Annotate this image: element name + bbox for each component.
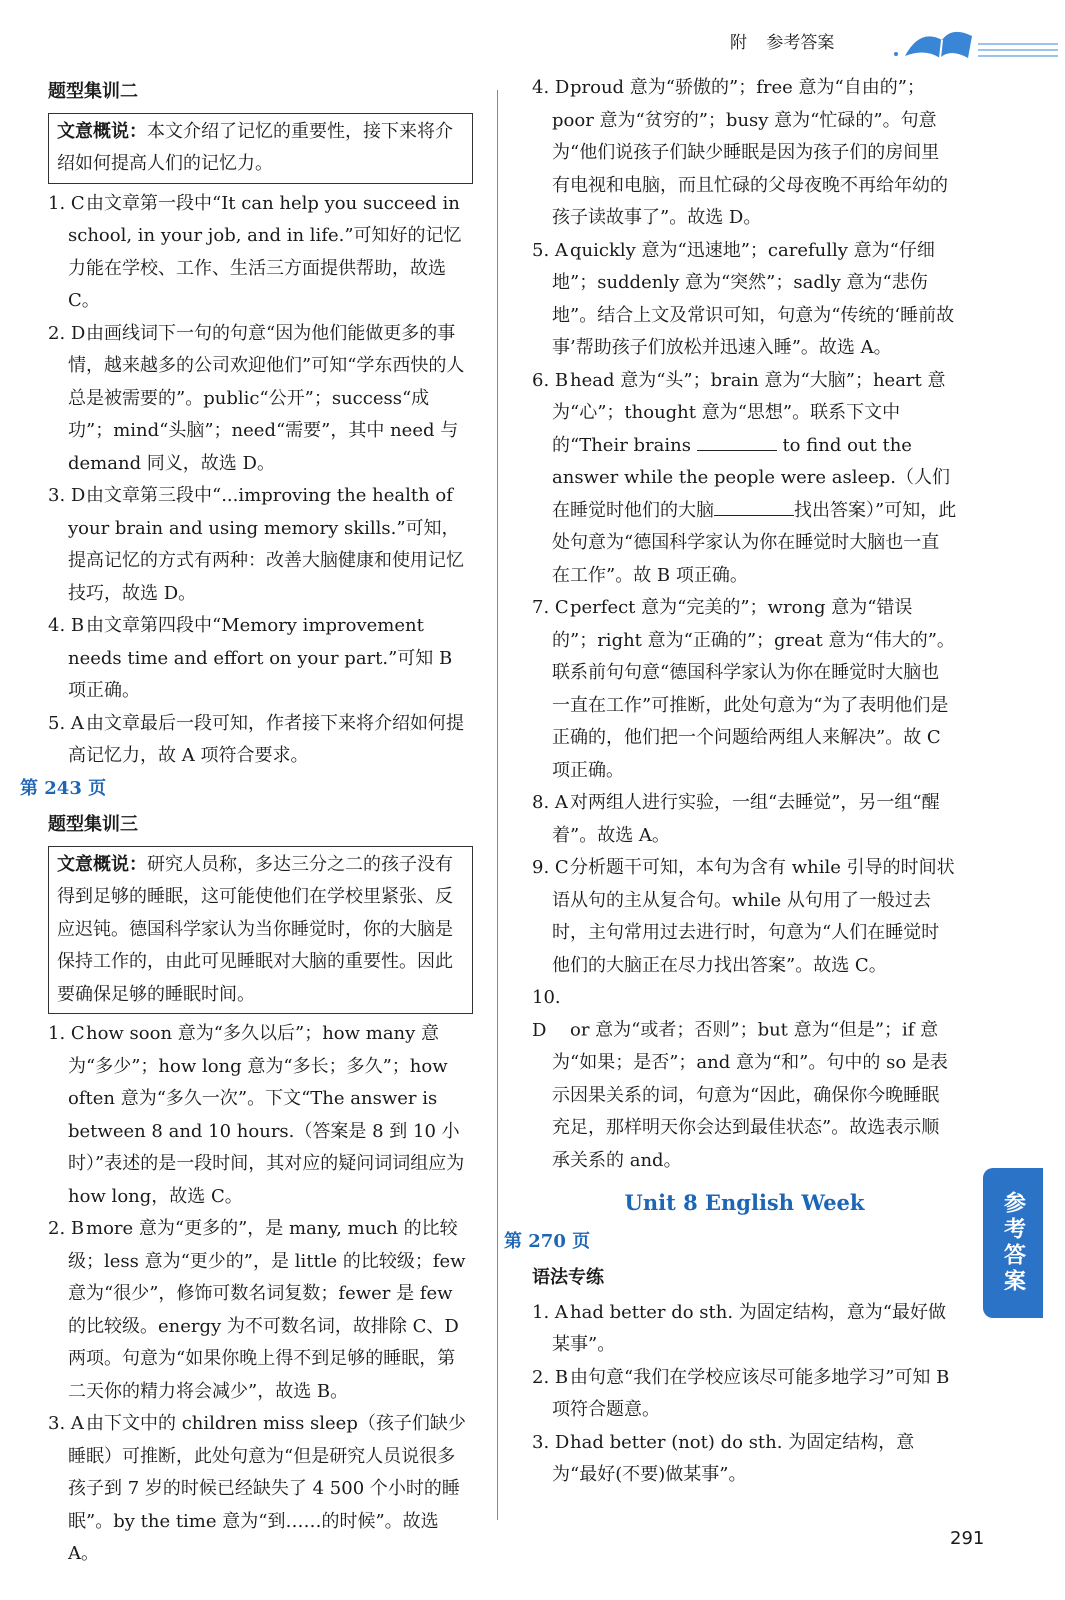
summary-box-1 [48, 113, 473, 184]
answer-item: 5. A 由文章最后一段可知，作者接下来将介绍如何提高记忆力，故 A 项符合要求。 [48, 712, 464, 766]
summary-box-2 [48, 846, 473, 1015]
book-logo-icon [880, 18, 1060, 68]
answer-item: 4. Dproud 意为“骄傲的”；free 意为“自由的”；poor 意为“贫穷的”；busy 意为“忙碌的”。句意为“他们说孩子们缺少睡眠是因为孩子们的房间里有电视和电脑，而且忙碌的父母夜晚不再给年幼的孩子读故事了”。故选 D。 [532, 77, 948, 228]
answer-item: 5. A quickly 意为“迅速地”；carefully 意为“仔细地”；suddenly 意为“突然”；sadly 意为“悲伤地”。结合上文及常识可知，句意为“传统的‘睡前故事’帮助孩子们放松并迅速入睡”。故选 A。 [532, 239, 955, 358]
page-ref-270: 第 270 页 [504, 1230, 591, 1252]
left-column [20, 72, 473, 1571]
section-title-3: 题型集训三 [48, 814, 138, 835]
right-column [504, 72, 957, 1492]
summary-label: 文意概说： [57, 120, 147, 142]
answer-item: 1. C由文章第一段中“It can help you succeed in school, in your job, and in life.”可知好的记忆力能在学校、工作、生活三方面提供帮助，故选 C。 [48, 192, 462, 311]
answer-item: 1. Chow soon 意为“多久以后”；how many 意为“多少”；how long 意为“多长；多久”；how often 意为“多久一次”。下文“The answer is between 8 and 10 hours.（答案是 8 到 10 小时）”表述的是一段时间，其对应的疑问词词组应为 how long，故选 C。 [48, 1023, 465, 1207]
answer-item: 8. A 对两组人进行实验，一组“去睡觉”，另一组“醒着”。故选 A。 [532, 792, 940, 846]
fill-blank [697, 449, 777, 451]
header-title: 参考答案 [766, 33, 835, 53]
fill-blank [714, 514, 794, 516]
section-title-2: 题型集训二 [48, 81, 138, 102]
answer-item: 1. A had better do sth. 为固定结构，意为“最好做某事”。 [532, 1301, 946, 1355]
summary-text: 本文介绍了记忆的重要性，接下来将介绍如何提高人们的记忆力。 [57, 120, 453, 174]
page-ref-243: 第 243 页 [20, 777, 107, 799]
answer-item: 2. D由画线词下一句的句意“因为他们能做更多的事情，越来越多的公司欢迎他们”可知“学东西快的人总是被需要的”。public“公开”；success“成功”；mind“头脑”；need“需要”，其中 need 与 demand 同义，故选 D。 [48, 322, 465, 474]
answer-item: 7. Cperfect 意为“完美的”；wrong 意为“错误的”；right 意为“正确的”；great 意为“伟大的”。联系前句句意“德国科学家认为你在睡觉时大脑也一直在工作”可推断，此处句意为“为了表明他们是正确的，他们把一个问题给两组人来解决”。故 C 项正确。 [532, 597, 955, 781]
answer-item: 10. D or 意为“或者；否则”；but 意为“但是”；if 意为“如果；是否”；and 意为“和”。句中的 so 是表示因果关系的词，句意为“因此，确保你今晚睡眠充足，那样明天你会达到最佳状态”。故选表示顺承关系的 and。 [532, 987, 948, 1171]
column-divider [497, 90, 498, 1520]
answer-item: 3. Dhad better (not) do sth. 为固定结构，意为“最好(不要)做某事”。 [532, 1431, 915, 1485]
summary-text: 研究人员称，多达三分之二的孩子没有得到足够的睡眠，这可能使他们在学校里紧张、反应迟钝。德国科学家认为当你睡觉时，你的大脑是保持工作的，由此可见睡眠对大脑的重要性。因此要确保足够的睡眠时间。 [57, 853, 453, 1005]
running-header [730, 28, 848, 53]
answer-item: 2. B more 意为“更多的”，是 many, much 的比较级；less 意为“更少的”，是 little 的比较级；few 意为“很少”，修饰可数名词复数；fewer 是 few 的比较级。energy 为不可数名词，故排除 C、D 两项。句意为“如果你晚上得不到足够的睡眠，第二天你的精力将会减少”，故选 B。 [48, 1218, 466, 1402]
answer-item: 3. A 由下文中的 children miss sleep（孩子们缺少睡眠）可推断，此处句意为“但是研究人员说很多孩子到 7 岁的时候已经缺失了 4 500 个小时的睡眠”。by the time 意为“到……的时候”。故选 A。 [48, 1413, 466, 1564]
side-tab-answers: 参考答案 [983, 1168, 1043, 1318]
page-number: 291 [950, 1528, 985, 1549]
answer-item: 4. B 由文章第四段中“Memory improvement needs time and effort on your part.”可知 B 项正确。 [48, 615, 453, 701]
answer-item: 3. D由文章第三段中“...improving the health of your brain and using memory skills.”可知，提高记忆的方式有两种：改善大脑健康和使用记忆技巧，故选 D。 [48, 485, 464, 604]
unit-title: Unit 8 English Week [624, 1190, 865, 1215]
section-title-grammar: 语法专练 [532, 1267, 604, 1288]
header-fu: 附 [730, 33, 747, 53]
answer-item: 6. B head 意为“头”；brain 意为“大脑”；heart 意为“心”；thought 意为“思想”。联系下文中的“Their brains to find out the answer while the people were asleep.（人们在睡觉时他们的大脑 找出答案）”可知，此处句意为“德国科学家认为你在睡觉时大脑也一直在工作”。故 B 项正确。 [532, 369, 957, 586]
answer-item: 2. B 由句意“我们在学校应该尽可能多地学习”可知 B 项符合题意。 [532, 1366, 950, 1420]
answer-item: 9. C分析题干可知，本句为含有 while 引导的时间状语从句的主从复合句。while 从句用了一般过去时，主句常用过去进行时，句意为“人们在睡觉时他们的大脑正在尽力找出答案”。故选 C。 [532, 857, 955, 976]
summary-label: 文意概说： [57, 853, 147, 875]
